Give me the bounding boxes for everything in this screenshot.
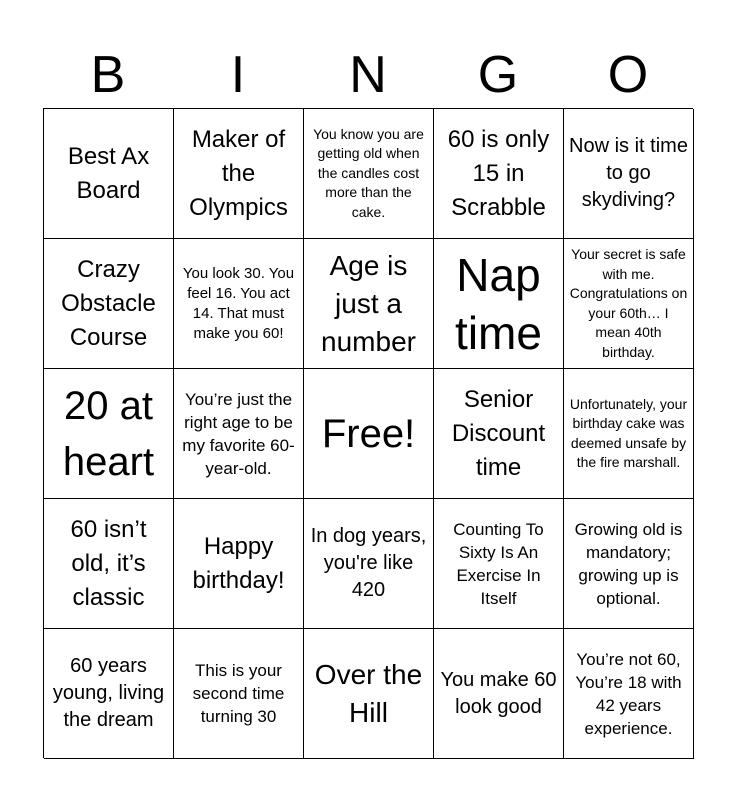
bingo-cell[interactable] bbox=[434, 109, 564, 239]
cell-text: Senior Discount time bbox=[451, 385, 546, 481]
bingo-cell[interactable] bbox=[174, 369, 304, 499]
cell-text: 60 is only 15 in Scrabble bbox=[447, 125, 550, 221]
cell-text: Best Ax Board bbox=[67, 142, 150, 204]
bingo-cell[interactable] bbox=[174, 629, 304, 759]
bingo-cell[interactable] bbox=[44, 109, 174, 239]
bingo-cell[interactable] bbox=[564, 369, 694, 499]
bingo-cell[interactable] bbox=[434, 629, 564, 759]
cell-text: Unfortunately, your birthday cake was deemed unsafe by the fire marshall. bbox=[569, 395, 688, 470]
bingo-header bbox=[43, 42, 693, 108]
bingo-cell[interactable] bbox=[434, 369, 564, 499]
header-letter-i: I bbox=[230, 46, 246, 104]
bingo-cell[interactable] bbox=[434, 499, 564, 629]
cell-text: 20 at heart bbox=[62, 383, 155, 484]
bingo-cell[interactable] bbox=[44, 499, 174, 629]
cell-text: Free! bbox=[321, 411, 416, 456]
cell-text: Counting To Sixty Is An Exercise In Itself bbox=[453, 519, 544, 608]
bingo-cell[interactable] bbox=[434, 239, 564, 369]
cell-text: Over the Hill bbox=[314, 658, 423, 728]
cell-text: You make 60 look good bbox=[440, 668, 557, 718]
cell-text: You’re not 60, You’re 18 with 42 years experience. bbox=[575, 649, 682, 738]
cell-text: You’re just the right age to be my favorite 60-year-old. bbox=[182, 389, 295, 478]
cell-text: 60 years young, living the dream bbox=[52, 655, 165, 731]
bingo-cell[interactable] bbox=[44, 239, 174, 369]
header-letter-g: G bbox=[477, 46, 519, 104]
bingo-cell[interactable] bbox=[304, 109, 434, 239]
cell-text: Age is just a number bbox=[321, 249, 416, 357]
bingo-card-grid bbox=[43, 108, 693, 758]
cell-text: Now is it time to go skydiving? bbox=[569, 135, 688, 211]
bingo-cell[interactable] bbox=[304, 499, 434, 629]
cell-text: Your secret is safe with me. Congratulations on your 60th… I mean 40th birthday. bbox=[569, 246, 688, 360]
bingo-cell[interactable] bbox=[44, 629, 174, 759]
cell-text: This is your second time turning 30 bbox=[192, 661, 285, 726]
cell-text: Nap time bbox=[455, 248, 542, 359]
bingo-cell[interactable] bbox=[564, 109, 694, 239]
cell-text: You know you are getting old when the candles cost more than the cake. bbox=[313, 125, 424, 220]
bingo-cell[interactable] bbox=[304, 629, 434, 759]
bingo-cell[interactable] bbox=[564, 239, 694, 369]
cell-text: In dog years, you're like 420 bbox=[310, 525, 427, 601]
free-space-cell[interactable] bbox=[304, 369, 434, 499]
bingo-cell[interactable] bbox=[174, 499, 304, 629]
bingo-cell[interactable] bbox=[564, 629, 694, 759]
cell-text: Growing old is mandatory; growing up is optional. bbox=[574, 519, 683, 608]
header-letter-b: B bbox=[90, 46, 126, 104]
bingo-cell[interactable] bbox=[174, 109, 304, 239]
cell-text: You look 30. You feel 16. You act 14. That must make you 60! bbox=[182, 264, 295, 342]
cell-text: Happy birthday! bbox=[192, 532, 285, 594]
cell-text: 60 isn’t old, it’s classic bbox=[70, 515, 147, 611]
cell-text: Maker of the Olympics bbox=[189, 125, 288, 221]
bingo-cell[interactable] bbox=[44, 369, 174, 499]
header-letter-o: O bbox=[607, 46, 649, 104]
bingo-cell[interactable] bbox=[564, 499, 694, 629]
cell-text: Crazy Obstacle Course bbox=[61, 255, 156, 351]
bingo-cell[interactable] bbox=[174, 239, 304, 369]
header-letter-n: N bbox=[349, 46, 387, 104]
bingo-cell[interactable] bbox=[304, 239, 434, 369]
